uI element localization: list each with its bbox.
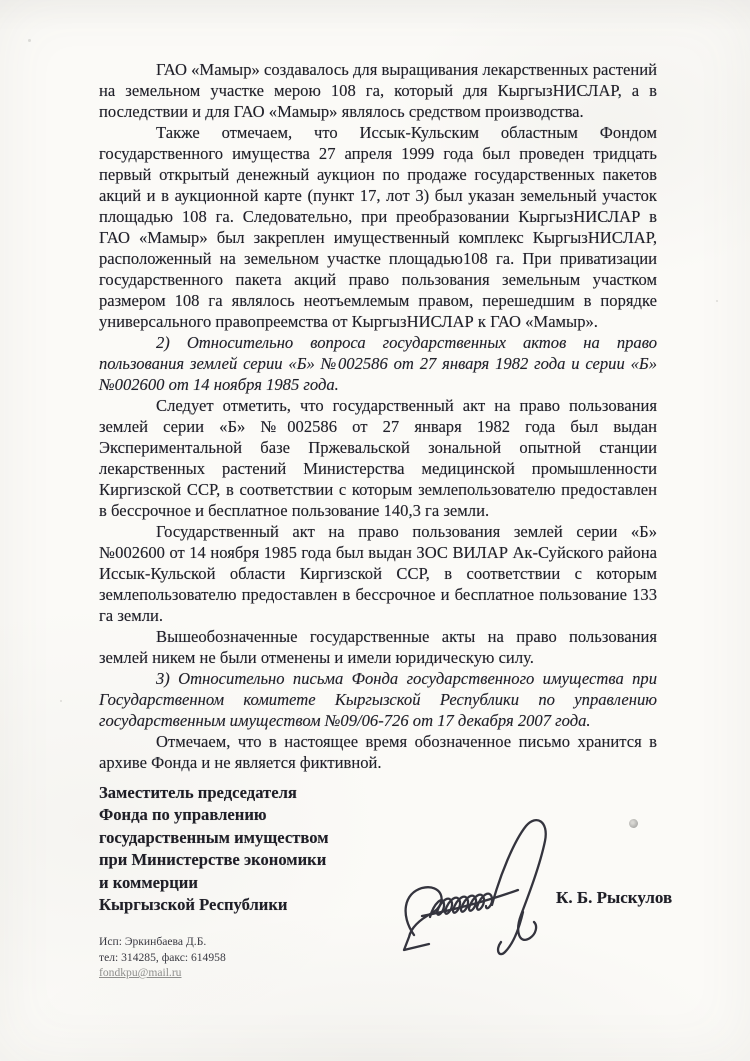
paper-speck bbox=[28, 39, 31, 42]
paper-speck bbox=[716, 300, 718, 302]
email-link[interactable]: fondkpu@mail.ru bbox=[99, 966, 182, 979]
scan-artifact-dot bbox=[629, 819, 638, 828]
paper-speck bbox=[60, 700, 62, 702]
paragraph-act-002600: Государственный акт на право пользования землей серии «Б» №002600 от 14 ноября 1985 года был выдан ЗОС ВИЛАР Ак-Суйского района Иссык-Кульской области Киргизской ССР, в соответствии с которым землепользователю предоставлен в бессрочное и бесплатное пользование 133 га земли. bbox=[99, 522, 657, 625]
paragraph-letter-archive: Отмечаем, что в настоящее время обозначенное письмо хранится в архиве Фонда и не является фиктивной. bbox=[99, 732, 657, 772]
paragraph-gao-mamyr: ГАО «Мамыр» создавалось для выращивания лекарственных растений на земельном участке мерою 108 га, который для КыргызНИСЛАР, а в последствии и для ГАО «Мамыр» являлось средством производства. bbox=[99, 60, 657, 121]
signee-name: К. Б. Рыскулов bbox=[556, 888, 673, 907]
paragraph-point-3-heading: 3) Относительно письма Фонда государственного имущества при Государственном комитете Кыргызской Республики по управлению государственным имуществом №09/06-726 от 17 декабря 2007 года. bbox=[99, 669, 657, 730]
paragraph-act-002586: Следует отметить, что государственный акт на право пользования землей серии «Б» №002586 от 27 января 1982 года был выдан Экспериментальной базе Пржевальской зональной опытной станции лекарственных растений Министерства медицинской промышленности Киргизской ССР, в соответствии с которым землепользователю предоставлен в бессрочное и бесплатное пользование 140,3 га земли. bbox=[99, 396, 657, 520]
signatory-title-block bbox=[99, 782, 399, 916]
paragraph-auction: Также отмечаем, что Иссык-Кульским областным Фондом государственного имущества 27 апреля 1999 года был проведен тридцать первый открытый денежный аукцион по продаже государственных пакетов акций и в аукционной карте (пункт 17, лот 3) был указан земельный участок площадью 108 га. Следовательно, при преобразовании КыргызНИСЛАР в ГАО «Мамыр» был закреплен имущественный комплекс КыргызНИСЛАР, расположенный на земельном участке площадью108 га. При приватизации государственного пакета акций право пользования земельным участком размером 108 га являлось неотъемлемым правом, перешедшим в порядке универсального правопреемства от КыргызНИСЛАР к ГАО «Мамыр». bbox=[99, 123, 657, 331]
signatory-title-line: Заместитель председателя bbox=[99, 783, 297, 802]
handwritten-signature-icon bbox=[402, 797, 572, 962]
signatory-title-line: Фонда по управлению bbox=[99, 805, 267, 825]
paragraph-point-2-heading: 2) Относительно вопроса государственных актов на право пользования землей серии «Б» №002586 от 27 января 1982 года и серии «Б» №002600 от 14 ноября 1985 года. bbox=[99, 333, 657, 394]
signatory-title-line: государственным имуществом bbox=[99, 827, 329, 847]
executor-footer bbox=[99, 934, 226, 981]
signatory-title-line: при Министерстве экономики bbox=[99, 850, 327, 870]
phone-fax: тел: 314285, факс: 614958 bbox=[99, 950, 226, 964]
signatory-title-line: и коммерции bbox=[99, 872, 198, 892]
paragraph-acts-valid: Вышеобозначенные государственные акты на право пользования землей никем не были отменены и имели юридическую силу. bbox=[99, 627, 657, 667]
signatory-title-line: Кыргызской Республики bbox=[99, 895, 288, 915]
letter-body bbox=[99, 59, 657, 773]
executor-name: Исп: Эркинбаева Д.Б. bbox=[99, 935, 207, 948]
